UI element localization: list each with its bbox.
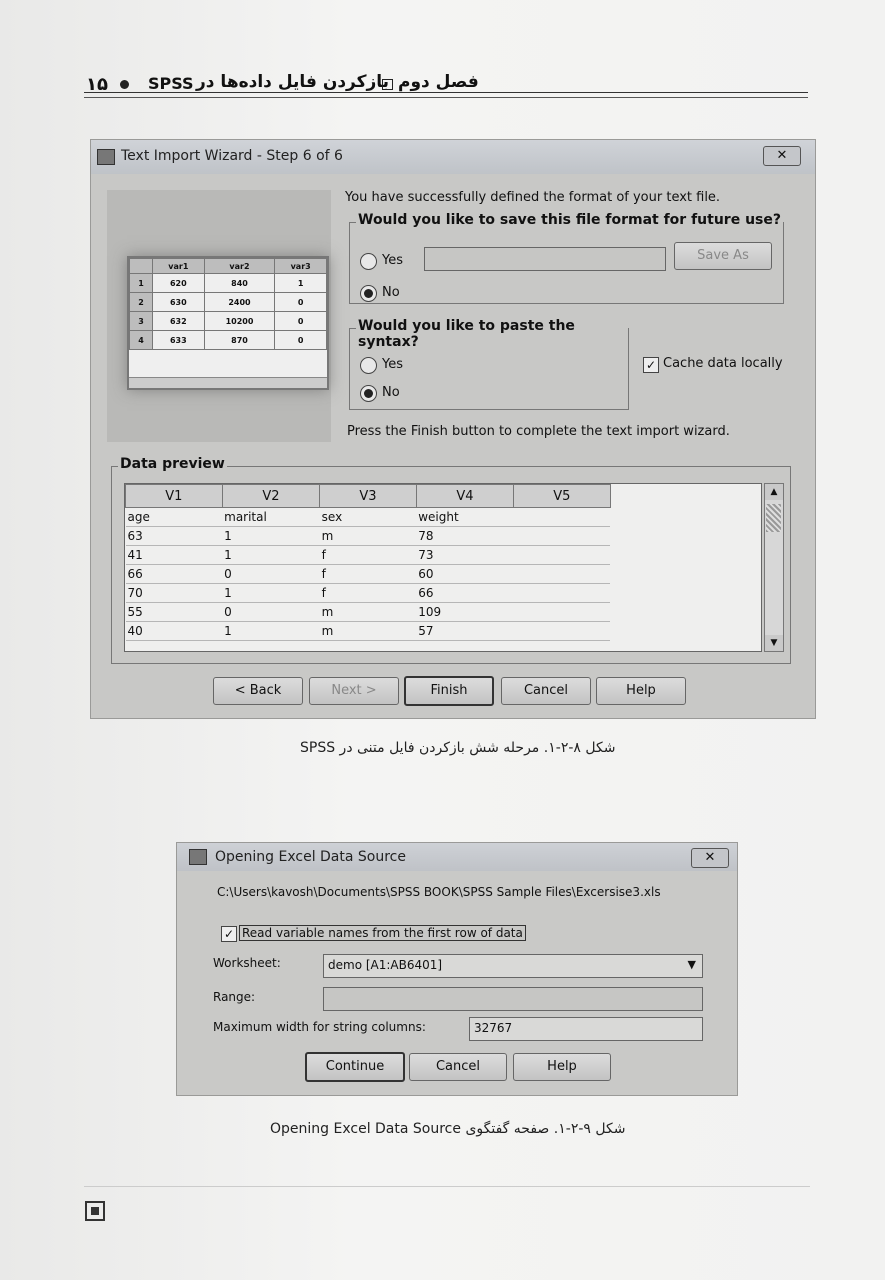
table-cell: 63 xyxy=(126,527,223,546)
mini-cell: 632 xyxy=(153,312,205,331)
table-cell: 1 xyxy=(222,584,320,603)
max-width-label: Maximum width for string columns: xyxy=(213,1020,426,1034)
table-cell: f xyxy=(320,565,417,584)
mini-cell: 840 xyxy=(204,274,275,293)
window-title: Text Import Wizard - Step 6 of 6 xyxy=(121,148,343,164)
data-preview-group xyxy=(111,456,791,664)
help-button[interactable]: Help xyxy=(596,677,686,705)
mini-cell: 0 xyxy=(275,293,327,312)
max-width-input[interactable] xyxy=(469,1017,703,1041)
scroll-up-icon[interactable]: ▲ xyxy=(765,484,783,500)
table-cell: 60 xyxy=(416,565,513,584)
table-cell: 66 xyxy=(126,565,223,584)
scroll-down-icon[interactable]: ▼ xyxy=(765,635,783,651)
figure2-caption: شکل ۹-۲-۱. صفحه گفتگوی Opening Excel Data Source xyxy=(270,1121,626,1137)
title-bar xyxy=(91,140,815,174)
column-header: V1 xyxy=(126,485,223,508)
range-input[interactable] xyxy=(323,987,703,1011)
finish-instruction: Press the Finish button to complete the text import wizard. xyxy=(347,424,730,439)
title-bar xyxy=(177,843,737,871)
table-cell: 1 xyxy=(222,622,320,641)
max-width-value: 32767 xyxy=(474,1021,513,1035)
back-button[interactable]: < Back xyxy=(213,677,303,705)
save-format-group-title: Would you like to save this file format for future use? xyxy=(358,212,781,228)
mini-cell: 2400 xyxy=(204,293,275,312)
table-row xyxy=(126,546,762,565)
help-button[interactable]: Help xyxy=(513,1053,611,1081)
worksheet-select[interactable] xyxy=(323,954,703,978)
mini-row-header: 2 xyxy=(130,293,153,312)
table-cell: sex xyxy=(320,508,417,527)
save-no-radio[interactable] xyxy=(360,285,377,302)
table-row xyxy=(126,603,762,622)
column-header: V2 xyxy=(222,485,320,508)
table-row xyxy=(126,565,762,584)
column-header: V5 xyxy=(514,485,610,508)
read-names-checkbox[interactable]: ✓ xyxy=(221,926,237,942)
scroll-thumb[interactable] xyxy=(766,504,781,532)
table-cell: 40 xyxy=(126,622,223,641)
app-icon xyxy=(97,149,115,165)
footer-square-icon xyxy=(85,1201,105,1221)
syntax-yes-radio[interactable] xyxy=(360,357,377,374)
text-import-wizard-window xyxy=(90,139,816,719)
table-cell: age xyxy=(126,508,223,527)
preview-scrollbar[interactable] xyxy=(764,483,784,652)
wizard-illustration xyxy=(107,190,331,442)
table-cell: f xyxy=(320,546,417,565)
table-cell: 0 xyxy=(222,603,320,622)
table-row xyxy=(126,584,762,603)
table-cell: m xyxy=(320,527,417,546)
mini-spreadsheet xyxy=(127,256,329,390)
save-yes-radio[interactable] xyxy=(360,253,377,270)
table-cell: 1 xyxy=(222,546,320,565)
table-cell: weight xyxy=(416,508,513,527)
close-icon[interactable]: ✕ xyxy=(691,848,729,868)
syntax-yes-label: Yes xyxy=(382,357,403,372)
page-number: ۱۵ xyxy=(86,74,108,95)
cache-data-label: Cache data locally xyxy=(663,356,783,371)
mini-row-header: 4 xyxy=(130,331,153,350)
table-cell: 109 xyxy=(416,603,513,622)
save-path-input[interactable] xyxy=(424,247,666,271)
cancel-button[interactable]: Cancel xyxy=(501,677,591,705)
footer-rule xyxy=(84,1186,810,1187)
worksheet-label: Worksheet: xyxy=(213,956,281,970)
success-text: You have successfully defined the format of your text file. xyxy=(345,190,721,205)
close-icon[interactable]: ✕ xyxy=(763,146,801,166)
table-cell: f xyxy=(320,584,417,603)
table-cell: 55 xyxy=(126,603,223,622)
save-no-label: No xyxy=(382,285,400,300)
data-preview-table xyxy=(124,483,762,652)
table-cell: 78 xyxy=(416,527,513,546)
mini-cell: 1 xyxy=(275,274,327,293)
table-cell: 66 xyxy=(416,584,513,603)
table-cell: 73 xyxy=(416,546,513,565)
table-cell: 41 xyxy=(126,546,223,565)
figure1-caption: شکل ۸-۲-۱. مرحله شش بازکردن فایل متنی در SPSS xyxy=(300,740,616,756)
table-row xyxy=(126,527,762,546)
read-names-label: Read variable names from the first row of data xyxy=(239,925,526,941)
header-title: بازکردن فایل داده‌ها در xyxy=(196,72,390,92)
table-cell: m xyxy=(320,622,417,641)
table-cell: 57 xyxy=(416,622,513,641)
table-cell: 70 xyxy=(126,584,223,603)
syntax-no-radio[interactable] xyxy=(360,385,377,402)
app-icon xyxy=(189,849,207,865)
header-bullet xyxy=(120,80,129,89)
mini-col-header: var2 xyxy=(204,259,275,274)
mini-cell: 633 xyxy=(153,331,205,350)
save-format-group xyxy=(349,212,784,304)
mini-col-header: var3 xyxy=(275,259,327,274)
mini-cell: 870 xyxy=(204,331,275,350)
header-spss: SPSS xyxy=(148,74,194,93)
mini-row-header: 3 xyxy=(130,312,153,331)
mini-col-header: var1 xyxy=(153,259,205,274)
table-cell: m xyxy=(320,603,417,622)
mini-cell: 0 xyxy=(275,312,327,331)
mini-cell: 630 xyxy=(153,293,205,312)
column-header: V3 xyxy=(320,485,417,508)
header-rule-thin xyxy=(84,97,808,98)
cache-data-checkbox[interactable]: ✓ xyxy=(643,357,659,373)
header-chapter: فصل دوم xyxy=(398,72,479,92)
mini-scrollbar xyxy=(129,377,327,388)
mini-row-header: 1 xyxy=(130,274,153,293)
save-yes-label: Yes xyxy=(382,253,403,268)
window-title: Opening Excel Data Source xyxy=(215,849,406,865)
table-row xyxy=(126,622,762,641)
range-label: Range: xyxy=(213,990,256,1004)
paste-syntax-group-title: Would you like to paste the syntax? xyxy=(356,318,628,350)
header-separator xyxy=(382,79,393,90)
next-button[interactable]: Next > xyxy=(309,677,399,705)
table-cell: 1 xyxy=(222,527,320,546)
syntax-no-label: No xyxy=(382,385,400,400)
header-rule xyxy=(84,92,808,93)
column-header: V4 xyxy=(416,485,513,508)
mini-cell: 620 xyxy=(153,274,205,293)
paste-syntax-group xyxy=(349,318,629,410)
cancel-button[interactable]: Cancel xyxy=(409,1053,507,1081)
finish-button[interactable]: Finish xyxy=(404,676,494,706)
continue-button[interactable]: Continue xyxy=(305,1052,405,1082)
file-path: C:\Users\kavosh\Documents\SPSS BOOK\SPSS Sample Files\Excersise3.xls xyxy=(217,885,661,899)
table-row xyxy=(126,508,762,527)
table-cell: marital xyxy=(222,508,320,527)
save-as-button[interactable]: Save As xyxy=(674,242,772,270)
excel-data-source-window xyxy=(176,842,738,1096)
mini-cell: 10200 xyxy=(204,312,275,331)
table-cell: 0 xyxy=(222,565,320,584)
chevron-down-icon: ▼ xyxy=(687,958,696,971)
worksheet-value: demo [A1:AB6401] xyxy=(328,958,443,972)
data-preview-title: Data preview xyxy=(120,456,225,472)
mini-cell: 0 xyxy=(275,331,327,350)
